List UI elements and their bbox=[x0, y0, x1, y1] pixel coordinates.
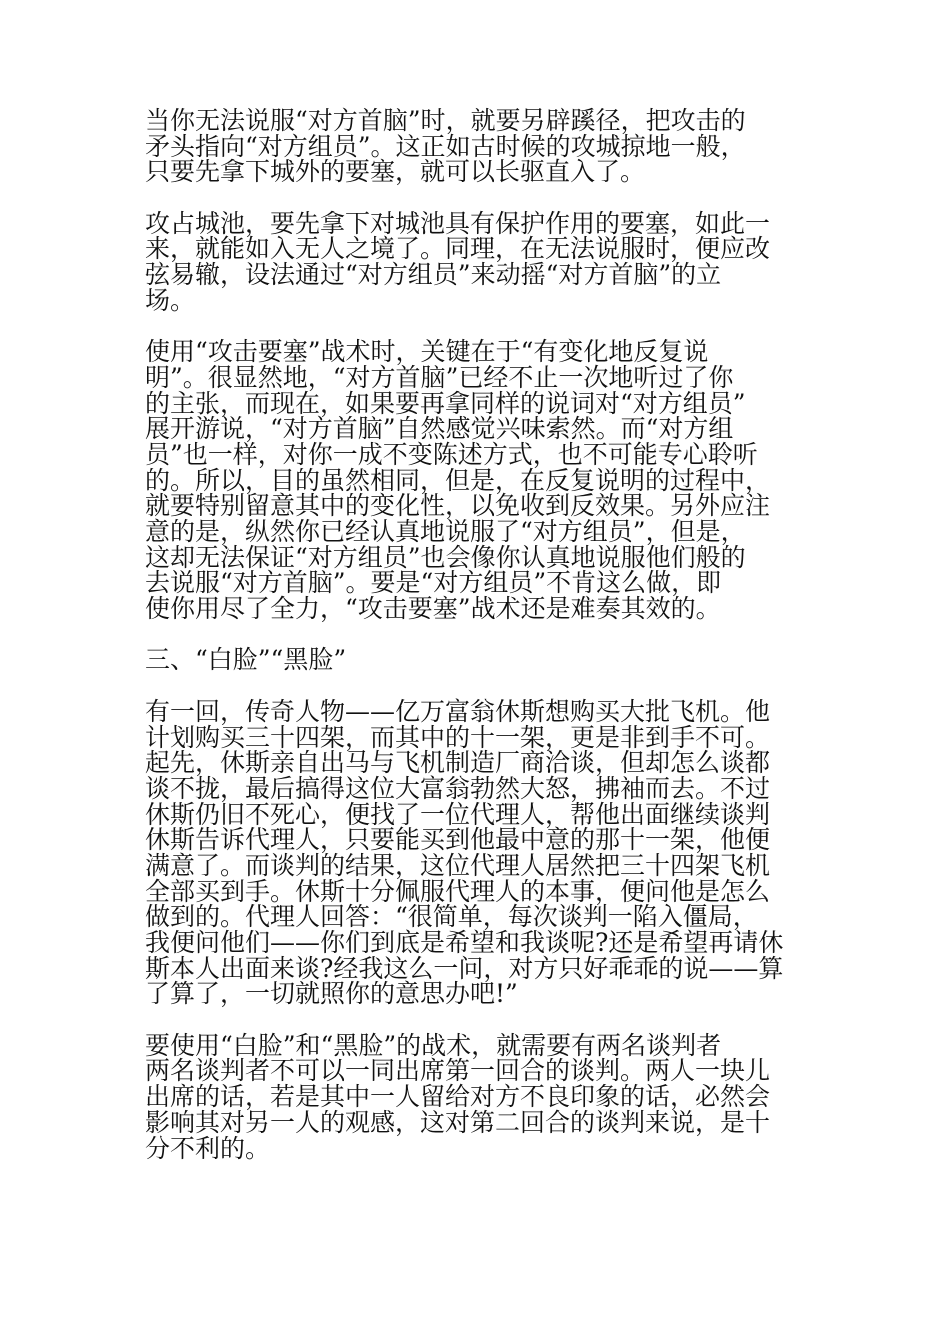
text-line: 这却无法保证“对方组员”也会像你认真地说服他们般的 bbox=[145, 542, 746, 572]
text-line: 明”。很显然地，“对方首脑”已经不止一次地听过了你 bbox=[145, 362, 734, 392]
text-line: 就要特别留意其中的变化性，以免收到反效果。另外应注 bbox=[145, 491, 771, 521]
text-line: 两名谈判者不可以一同出席第一回合的谈判。两人一块儿 bbox=[145, 1056, 771, 1086]
body-paragraph bbox=[145, 339, 810, 622]
text-line: 有一回，传奇人物——亿万富翁休斯想购买大批飞机。他 bbox=[145, 696, 771, 726]
text-line: 的。所以，目的虽然相同，但是，在反复说明的过程中， bbox=[145, 465, 771, 495]
text-line: 矛头指向“对方组员”。这正如古时候的攻城掠地一般， bbox=[145, 131, 746, 161]
text-line: 起先，休斯亲自出马与飞机制造厂商洽谈，但却怎么谈都 bbox=[145, 748, 771, 778]
text-line: 场。 bbox=[145, 285, 196, 315]
text-line: 当你无法说服“对方首脑”时，就要另辟蹊径，把攻击的 bbox=[145, 106, 746, 135]
text-line: 做到的。代理人回答：“很简单，每次谈判一陷入僵局， bbox=[145, 902, 758, 932]
text-line: 意的是，纵然你已经认真地说服了“对方组员”，但是， bbox=[145, 517, 746, 546]
text-line: 使你用尽了全力，“攻击要塞”战术还是难奏其效的。 bbox=[145, 594, 721, 624]
body-paragraph bbox=[145, 696, 810, 1009]
text-line: 谈不拢，最后搞得这位大富翁勃然大怒，拂袖而去。不过 bbox=[145, 773, 771, 803]
text-line: 展开游说，“对方首脑”自然感觉兴味索然。而“对方组 bbox=[145, 414, 734, 444]
document-page bbox=[145, 108, 810, 1187]
text-line: 休斯仍旧不死心，便找了一位代理人，帮他出面继续谈判 bbox=[145, 799, 771, 829]
text-line: 了算了，一切就照你的意思办吧!” bbox=[145, 979, 518, 1009]
text-line: 影响其对另一人的观感，这对第二回合的谈判来说，是十 bbox=[145, 1107, 771, 1137]
text-line: 使用“攻击要塞”战术时，关键在于“有变化地反复说 bbox=[145, 337, 709, 367]
text-line: 休斯告诉代理人，只要能买到他最中意的那十一架，他便 bbox=[145, 825, 771, 855]
text-line: 去说服“对方首脑”。要是“对方组员”不肯这么做，即 bbox=[145, 568, 722, 598]
text-line: 攻占城池，要先拿下对城池具有保护作用的要塞，如此一 bbox=[145, 208, 771, 238]
text-line: 三、“白脸”“黑脸” bbox=[145, 645, 347, 675]
text-line: 斯本人出面来谈?经我这么一问，对方只好乖乖的说——算 bbox=[145, 953, 784, 983]
text-line: 全部买到手。休斯十分佩服代理人的本事，便问他是怎么 bbox=[145, 876, 771, 906]
text-line: 来，就能如入无人之境了。同理，在无法说服时，便应改 bbox=[145, 234, 771, 264]
text-line: 分不利的。 bbox=[145, 1133, 271, 1163]
body-paragraph bbox=[145, 208, 810, 315]
text-line: 计划购买三十四架，而其中的十一架，更是非到手不可。 bbox=[145, 722, 771, 752]
text-line: 弦易辙，设法通过“对方组员”来动摇“对方首脑”的立 bbox=[145, 260, 722, 290]
body-paragraph bbox=[145, 1030, 810, 1163]
text-line: 员”也一样，对你一成不变陈述方式，也不可能专心聆听 bbox=[145, 439, 758, 469]
text-line: 的主张，而现在，如果要再拿同样的说词对“对方组员” bbox=[145, 388, 746, 418]
text-line: 只要先拿下城外的要塞，就可以长驱直入了。 bbox=[145, 157, 646, 187]
text-line: 要使用“白脸”和“黑脸”的战术，就需要有两名谈判者 bbox=[145, 1030, 722, 1060]
body-paragraph bbox=[145, 108, 810, 185]
text-line: 出席的话，若是其中一人留给对方不良印象的话，必然会 bbox=[145, 1082, 771, 1112]
text-line: 我便问他们——你们到底是希望和我谈呢?还是希望再请休 bbox=[145, 928, 784, 957]
text-line: 满意了。而谈判的结果，这位代理人居然把三十四架飞机 bbox=[145, 850, 771, 880]
section-heading bbox=[145, 647, 810, 673]
